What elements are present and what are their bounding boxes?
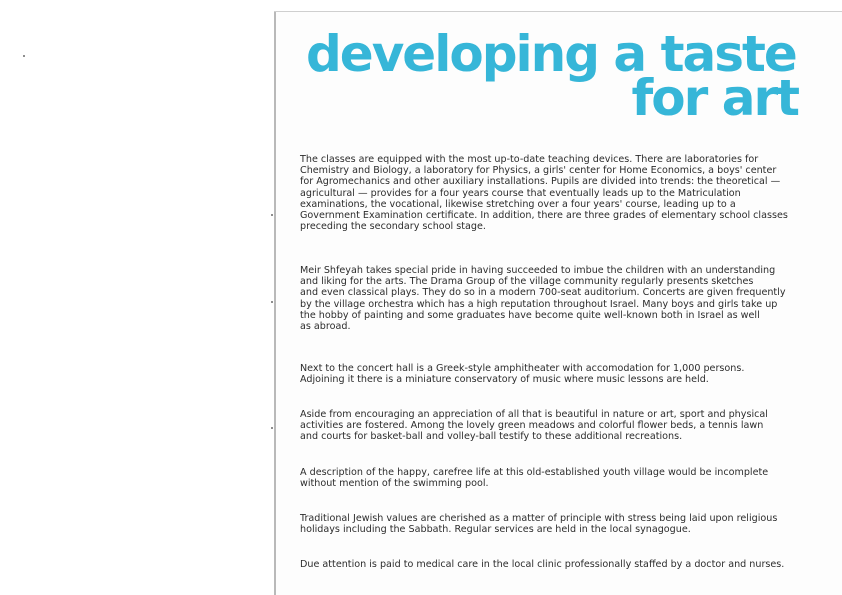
paragraph-medical bbox=[300, 559, 784, 570]
text-line: Chemistry and Biology, a laboratory for Physics, a girls' center for Home Economics, a boys' center bbox=[300, 165, 777, 177]
text-line: Adjoining it there is a miniature conservatory of music where music lessons are held. bbox=[300, 374, 709, 386]
paragraph-sport bbox=[300, 409, 768, 443]
scan-speck bbox=[23, 55, 25, 57]
heading-line-1: developing a taste bbox=[306, 25, 796, 83]
text-line: Government Examination certificate. In addition, there are three grades of elementary school classes bbox=[300, 210, 788, 222]
text-line: activities are fostered. Among the lovely green meadows and colorful flower beds, a tennis lawn bbox=[300, 420, 764, 432]
left-page-blank bbox=[0, 0, 274, 595]
text-line: preceding the secondary school stage. bbox=[300, 221, 486, 233]
scan-speck bbox=[271, 301, 273, 303]
text-line: Meir Shfeyah takes special pride in having succeeded to imbue the children with an understanding bbox=[300, 265, 776, 276]
heading-line-2: for art bbox=[631, 69, 798, 127]
text-line: examinations, the vocational, likewise stretching over a four years' course, leading up to a bbox=[300, 198, 736, 210]
paragraph-traditions bbox=[300, 513, 777, 535]
paragraph-swimming-pool bbox=[300, 467, 768, 489]
text-line: The classes are equipped with the most up-to-date teaching devices. There are laboratories for bbox=[300, 154, 759, 165]
text-line: Aside from encouraging an appreciation of all that is beautiful in nature or art, sport and physical bbox=[300, 409, 768, 420]
scan-speck bbox=[271, 427, 273, 429]
text-line: for Agromechanics and other auxiliary installations. Pupils are divided into trends: the theoretical — bbox=[300, 176, 781, 188]
text-line: Next to the concert hall is a Greek-style amphitheater with accomodation for 1,000 persons. bbox=[300, 363, 745, 374]
text-line: holidays including the Sabbath. Regular services are held in the local synagogue. bbox=[300, 524, 691, 536]
paragraph-classes bbox=[300, 154, 788, 232]
text-line: and even classical plays. They do so in a modern 700-seat auditorium. Concerts are given frequently bbox=[300, 287, 786, 299]
text-line: agricultural — provides for a four years course that eventually leads up to the Matriculation bbox=[300, 187, 741, 199]
page-heading bbox=[306, 26, 806, 126]
text-line: by the village orchestra which has a high reputation throughout Israel. Many boys and girls take up bbox=[300, 298, 778, 310]
text-line: Traditional Jewish values are cherished as a matter of principle with stress being laid upon religious bbox=[300, 513, 778, 524]
text-line: and liking for the arts. The Drama Group of the village community regularly presents sketches bbox=[300, 276, 754, 288]
text-line: and courts for basket-ball and volley-ball testify to these additional recreations. bbox=[300, 431, 683, 443]
text-line: A description of the happy, carefree life at this old-established youth village would be incomplete bbox=[300, 467, 769, 478]
text-line: the hobby of painting and some graduates have become quite well-known both in Israel as well bbox=[300, 309, 760, 321]
text-line: without mention of the swimming pool. bbox=[300, 478, 489, 490]
text-line: Due attention is paid to medical care in the local clinic professionally staffed by a doctor and nurses. bbox=[300, 559, 785, 570]
scan-speck bbox=[271, 214, 273, 216]
paragraph-arts bbox=[300, 265, 786, 332]
text-line: as abroad. bbox=[300, 321, 351, 333]
paragraph-amphitheater bbox=[300, 363, 744, 385]
